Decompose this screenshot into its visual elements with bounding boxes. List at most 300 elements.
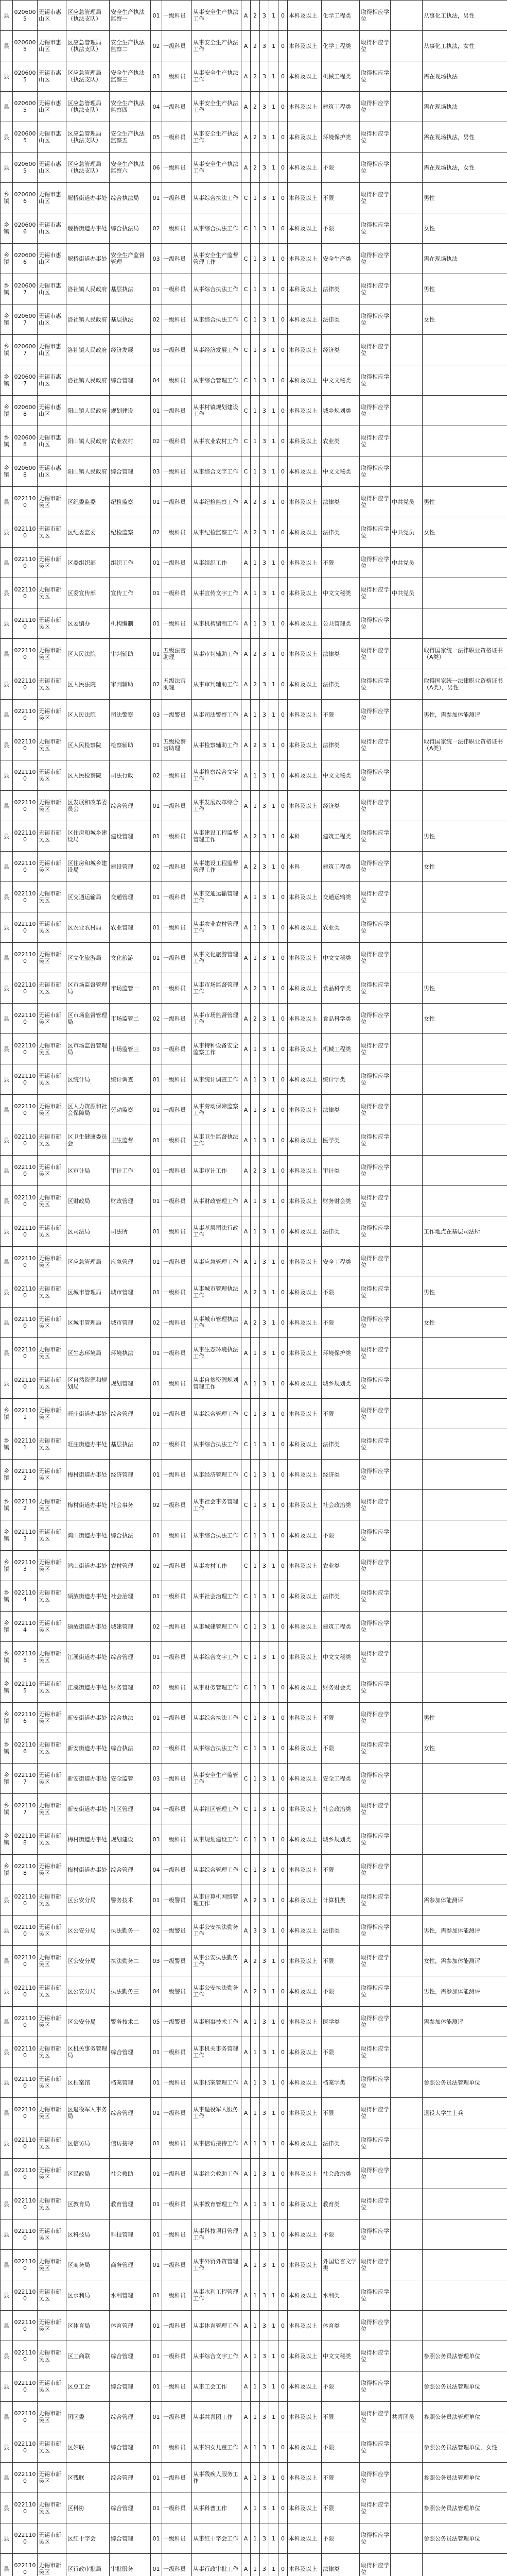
cell-col13: 0 [278,1885,288,1916]
cell-ratio: 3 [260,1703,269,1733]
cell-position-title: 一级科员 [162,912,192,943]
cell-degree: 取得相应学位 [360,2463,391,2493]
cell-degree: 取得相应学位 [360,61,391,92]
table-row [1,2067,507,2098]
cell-code: 0221100 [13,1004,38,1034]
cell-level: 乡镇 [1,183,13,213]
cell-department: 商务管理 [110,2250,151,2280]
cell-remarks [423,2250,507,2280]
cell-col12: 1 [269,244,278,274]
cell-position-title: 一级科员 [162,1034,192,1064]
cell-major: 环境保护类 [322,1338,360,1368]
table-row [1,274,507,304]
cell-count: 1 [251,1095,260,1125]
cell-education: 本科及以上 [288,1004,322,1034]
cell-education: 本科 [288,821,322,852]
cell-ratio: 3 [260,1216,269,1247]
cell-unit: 区人民检察院 [66,730,110,760]
cell-major: 不限 [322,1946,360,1976]
cell-ratio: 3 [260,1004,269,1034]
cell-exam-type: C [241,456,251,487]
cell-unit: 区市场监督管理局 [66,973,110,1004]
cell-exam-type: A [241,791,251,821]
cell-unit: 区档案馆 [66,2067,110,2098]
cell-code: 0221106 [13,1703,38,1733]
cell-unit: 区总工会 [66,2371,110,2402]
cell-position-code: 01 [151,882,162,912]
cell-col12: 1 [269,2219,278,2250]
cell-count: 1 [251,1186,260,1216]
table-body [1,1,507,2576]
cell-position-code: 01 [151,2280,162,2311]
cell-position-code: 01 [151,1642,162,1672]
cell-degree: 取得相应学位 [360,1703,391,1733]
cell-duties: 从事残疾人服务工作 [192,2463,241,2493]
cell-exam-type: A [241,2219,251,2250]
cell-major: 不限 [322,1733,360,1764]
cell-department: 纪检监察 [110,517,151,548]
cell-major: 机械工程类 [322,1034,360,1064]
table-row [1,2007,507,2037]
cell-position-title: 一级科员 [162,2250,192,2280]
cell-col13: 0 [278,2463,288,2493]
cell-ratio: 3 [260,730,269,760]
cell-count: 1 [251,2371,260,2402]
cell-ratio: 3 [260,1946,269,1976]
cell-code: 0221100 [13,973,38,1004]
cell-position-code: 01 [151,2371,162,2402]
cell-department: 水利管理 [110,2280,151,2311]
cell-position-title: 一级科员 [162,1855,192,1885]
cell-unit: 区人民检察院 [66,760,110,791]
cell-major: 法律类 [322,1581,360,1612]
cell-ratio: 3 [260,1733,269,1764]
cell-duties: 从事社会救助工作 [192,2159,241,2189]
cell-district: 无锡市惠山区 [38,213,66,244]
cell-duties: 从事综合管理工作 [192,365,241,396]
cell-position-code: 01 [151,487,162,517]
cell-district: 无锡市新吴区 [38,730,66,760]
cell-level: 乡镇 [1,1764,13,1794]
cell-col13: 0 [278,92,288,122]
cell-exam-type: C [241,1460,251,1490]
cell-unit: 区人民法院 [66,669,110,700]
cell-major: 不限 [322,183,360,213]
table-row [1,1581,507,1612]
cell-count: 1 [251,1216,260,1247]
table-row [1,183,507,213]
cell-duties: 从事公安执法勤务工作 [192,1916,241,1946]
cell-exam-type: A [241,548,251,578]
cell-col13: 0 [278,1308,288,1338]
cell-major: 教育类 [322,2189,360,2219]
table-row [1,1429,507,1460]
table-row [1,1976,507,2007]
cell-duties: 从事规划建设工作 [192,1824,241,1855]
cell-ratio: 3 [260,1308,269,1338]
cell-count: 1 [251,882,260,912]
cell-district: 无锡市新吴区 [38,700,66,730]
cell-position-title: 一级科员 [162,1,192,31]
cell-district: 无锡市新吴区 [38,2219,66,2250]
cell-col13: 0 [278,973,288,1004]
cell-exam-type: A [241,1338,251,1368]
cell-col12: 1 [269,1460,278,1490]
cell-department: 司法警察 [110,700,151,730]
cell-district: 无锡市新吴区 [38,669,66,700]
cell-political [391,700,423,730]
cell-education: 本科及以上 [288,1338,322,1368]
cell-exam-type: A [241,1916,251,1946]
cell-unit: 堰桥街道办事处 [66,213,110,244]
cell-major: 不限 [322,1399,360,1429]
cell-position-code: 02 [151,517,162,548]
cell-political [391,1156,423,1186]
cell-department: 机构编制 [110,608,151,639]
cell-district: 无锡市新吴区 [38,1429,66,1460]
cell-col12: 1 [269,2463,278,2493]
cell-ratio: 3 [260,213,269,244]
cell-duties: 从事基层司法行政工作 [192,1216,241,1247]
cell-level: 县 [1,1095,13,1125]
cell-duties: 从事社会事务管理工作 [192,1490,241,1520]
table-row [1,2432,507,2463]
cell-col12: 1 [269,1733,278,1764]
cell-political [391,791,423,821]
cell-duties: 从事安全生产执法工作 [192,1,241,31]
cell-major: 经济类 [322,791,360,821]
cell-department: 社会治理 [110,1581,151,1612]
cell-district: 无锡市惠山区 [38,365,66,396]
cell-remarks [423,791,507,821]
cell-col13: 0 [278,1460,288,1490]
cell-political [391,1581,423,1612]
cell-major: 不限 [322,548,360,578]
cell-col12: 1 [269,639,278,669]
cell-level: 乡镇 [1,274,13,304]
cell-degree: 取得相应学位 [360,760,391,791]
cell-political [391,1338,423,1368]
cell-major: 不限 [322,1855,360,1885]
cell-remarks: 男性 [423,821,507,852]
cell-position-code: 01 [151,608,162,639]
cell-count: 1 [251,1764,260,1794]
cell-degree: 取得相应学位 [360,274,391,304]
cell-political [391,2463,423,2493]
cell-political [391,1764,423,1794]
cell-degree: 取得相应学位 [360,2159,391,2189]
cell-exam-type: A [241,1156,251,1186]
cell-position-title: 一级科员 [162,1460,192,1490]
cell-position-code: 01 [151,821,162,852]
table-row [1,2493,507,2523]
cell-col12: 1 [269,1064,278,1095]
cell-major: 中文文秘类 [322,760,360,791]
cell-count: 2 [251,61,260,92]
cell-col13: 0 [278,183,288,213]
cell-education: 本科及以上 [288,578,322,608]
cell-col12: 1 [269,2371,278,2402]
cell-ratio: 3 [260,335,269,365]
cell-department: 综合管理 [110,1399,151,1429]
cell-department: 综合管理 [110,365,151,396]
cell-district: 无锡市新吴区 [38,2432,66,2463]
cell-exam-type: A [241,1095,251,1125]
cell-education: 本科及以上 [288,1916,322,1946]
cell-political [391,1034,423,1064]
cell-department: 综合管理 [110,456,151,487]
cell-position-code: 01 [151,2523,162,2554]
cell-district: 无锡市新吴区 [38,578,66,608]
cell-ratio: 3 [260,456,269,487]
cell-count: 2 [251,730,260,760]
table-row [1,1946,507,1976]
cell-exam-type: C [241,1824,251,1855]
cell-count: 1 [251,791,260,821]
cell-code: 0221100 [13,2067,38,2098]
cell-position-code: 01 [151,396,162,426]
cell-position-title: 一级科员 [162,821,192,852]
cell-major: 安全工程类 [322,1247,360,1277]
cell-col13: 0 [278,335,288,365]
cell-degree: 取得相应学位 [360,365,391,396]
cell-remarks [423,1247,507,1277]
cell-position-title: 一级科员 [162,2159,192,2189]
table-row [1,852,507,882]
cell-level: 乡镇 [1,1460,13,1490]
cell-remarks [423,1095,507,1125]
cell-position-code: 01 [151,1520,162,1551]
cell-political [391,2554,423,2576]
cell-position-code: 03 [151,1946,162,1976]
cell-col13: 0 [278,2341,288,2371]
cell-code: 0221100 [13,821,38,852]
cell-district: 无锡市新吴区 [38,1186,66,1216]
cell-department: 社区管理 [110,1794,151,1824]
cell-position-title: 一级警员 [162,1916,192,1946]
cell-education: 本科及以上 [288,2554,322,2576]
cell-duties: 从事司法警察工作 [192,700,241,730]
cell-col12: 1 [269,1581,278,1612]
cell-education: 本科及以上 [288,183,322,213]
cell-education: 本科及以上 [288,1551,322,1581]
cell-position-title: 一级科员 [162,1186,192,1216]
cell-education: 本科及以上 [288,122,322,152]
cell-department: 基层执法 [110,274,151,304]
cell-remarks [423,1460,507,1490]
cell-position-title: 一级科员 [162,1551,192,1581]
cell-col12: 1 [269,1976,278,2007]
cell-level: 县 [1,1156,13,1186]
cell-ratio: 3 [260,1338,269,1368]
table-row [1,821,507,852]
cell-duties: 从事农业农村工作 [192,426,241,456]
cell-col13: 0 [278,608,288,639]
cell-department: 安全生产执法监察五 [110,122,151,152]
cell-col13: 0 [278,1703,288,1733]
table-row [1,456,507,487]
cell-duties: 从事信访接待工作 [192,2128,241,2159]
cell-department: 综合执法 [110,1520,151,1551]
cell-degree: 取得相应学位 [360,92,391,122]
table-row [1,669,507,700]
table-row [1,1277,507,1308]
cell-political: 中共党员 [391,517,423,548]
cell-unit: 区公安分局 [66,1916,110,1946]
cell-unit: 洛社镇人民政府 [66,304,110,335]
cell-education: 本科及以上 [288,517,322,548]
cell-ratio: 3 [260,760,269,791]
cell-code: 0221100 [13,1095,38,1125]
cell-duties: 从事市场监督管理工作 [192,1004,241,1034]
cell-level: 乡镇 [1,365,13,396]
cell-level: 县 [1,1308,13,1338]
cell-political [391,1885,423,1916]
cell-exam-type: C [241,335,251,365]
cell-political [391,730,423,760]
cell-degree: 取得相应学位 [360,426,391,456]
cell-degree: 取得相应学位 [360,2037,391,2067]
cell-department: 社会事务 [110,1490,151,1520]
cell-remarks: 男性 [423,487,507,517]
table-row [1,1642,507,1672]
cell-position-code: 01 [151,2493,162,2523]
cell-education: 本科及以上 [288,1885,322,1916]
cell-code: 0206006 [13,213,38,244]
cell-ratio: 3 [260,2432,269,2463]
cell-degree: 取得相应学位 [360,487,391,517]
cell-level: 县 [1,2311,13,2341]
cell-political [391,2523,423,2554]
cell-count: 1 [251,1794,260,1824]
table-row [1,882,507,912]
cell-district: 无锡市新吴区 [38,1794,66,1824]
cell-code: 0221100 [13,730,38,760]
cell-unit: 区商务局 [66,2250,110,2280]
cell-political [391,1824,423,1855]
cell-ratio: 3 [260,821,269,852]
cell-political [391,2341,423,2371]
cell-unit: 新安街道办事处 [66,1703,110,1733]
cell-col13: 0 [278,1520,288,1551]
cell-position-code: 01 [151,639,162,669]
cell-major: 化学工程类 [322,31,360,61]
cell-remarks: 女性 [423,304,507,335]
cell-degree: 取得相应学位 [360,943,391,973]
cell-exam-type: C [241,1399,251,1429]
cell-exam-type: A [241,2523,251,2554]
cell-political [391,304,423,335]
cell-level: 乡镇 [1,1642,13,1672]
cell-count: 1 [251,1642,260,1672]
cell-code: 0206005 [13,92,38,122]
cell-exam-type: A [241,517,251,548]
cell-count: 1 [251,2159,260,2189]
cell-ratio: 3 [260,2159,269,2189]
cell-code: 0221100 [13,1125,38,1156]
cell-code: 0221100 [13,2250,38,2280]
cell-position-title: 一级科员 [162,1612,192,1642]
cell-unit: 区市场监督管理局 [66,1004,110,1034]
table-row [1,1490,507,1520]
cell-unit: 江溪街道办事处 [66,1642,110,1672]
table-row [1,791,507,821]
cell-education: 本科及以上 [288,1368,322,1399]
cell-count: 1 [251,912,260,943]
cell-count: 2 [251,1308,260,1338]
cell-col13: 0 [278,244,288,274]
cell-duties: 从事计算机网络管理工作 [192,1885,241,1916]
cell-position-code: 01 [151,2311,162,2341]
cell-education: 本科及以上 [288,1064,322,1095]
cell-position-code: 01 [151,548,162,578]
table-row [1,548,507,578]
cell-ratio: 3 [260,2554,269,2576]
cell-remarks: 男性 [423,973,507,1004]
cell-major: 食品科学类 [322,1004,360,1034]
cell-code: 0221100 [13,2432,38,2463]
cell-count: 1 [251,943,260,973]
cell-col12: 1 [269,973,278,1004]
cell-exam-type: A [241,973,251,1004]
cell-exam-type: A [241,760,251,791]
cell-duties: 从事公安执法勤务工作 [192,1946,241,1976]
cell-position-title: 一级科员 [162,943,192,973]
cell-count: 2 [251,1946,260,1976]
cell-remarks [423,912,507,943]
cell-col13: 0 [278,31,288,61]
cell-duties: 从事综合执法工作 [192,1520,241,1551]
cell-department: 综合管理 [110,2493,151,2523]
cell-education: 本科及以上 [288,2371,322,2402]
cell-remarks [423,2189,507,2219]
cell-count: 1 [251,335,260,365]
cell-education: 本科及以上 [288,2523,322,2554]
cell-exam-type: C [241,1520,251,1551]
cell-position-code: 01 [151,1277,162,1308]
cell-education: 本科及以上 [288,1642,322,1672]
cell-position-title: 五级检察官助理 [162,730,192,760]
cell-position-title: 一级警员 [162,1885,192,1916]
cell-exam-type: A [241,2493,251,2523]
cell-position-code: 01 [151,1064,162,1095]
cell-exam-type: A [241,2159,251,2189]
cell-education: 本科及以上 [288,2098,322,2128]
cell-level: 乡镇 [1,304,13,335]
cell-degree: 取得相应学位 [360,2371,391,2402]
cell-level: 县 [1,548,13,578]
cell-political [391,122,423,152]
cell-major: 不限 [322,2523,360,2554]
cell-count: 1 [251,2037,260,2067]
cell-ratio: 3 [260,1368,269,1399]
cell-code: 0221108 [13,1824,38,1855]
cell-department: 安全生产执法监察六 [110,152,151,183]
cell-level: 县 [1,1946,13,1976]
cell-duties: 从事公安执法勤务工作 [192,1976,241,2007]
cell-code: 0221105 [13,1642,38,1672]
cell-education: 本科及以上 [288,1581,322,1612]
cell-count: 1 [251,274,260,304]
cell-remarks: 取得国家统一法律职业资格证书（A类） [423,730,507,760]
cell-district: 无锡市新吴区 [38,2493,66,2523]
cell-ratio: 3 [260,2463,269,2493]
cell-political [391,760,423,791]
cell-ratio: 3 [260,973,269,1004]
cell-degree: 取得相应学位 [360,973,391,1004]
cell-degree: 取得相应学位 [360,122,391,152]
cell-political [391,365,423,396]
